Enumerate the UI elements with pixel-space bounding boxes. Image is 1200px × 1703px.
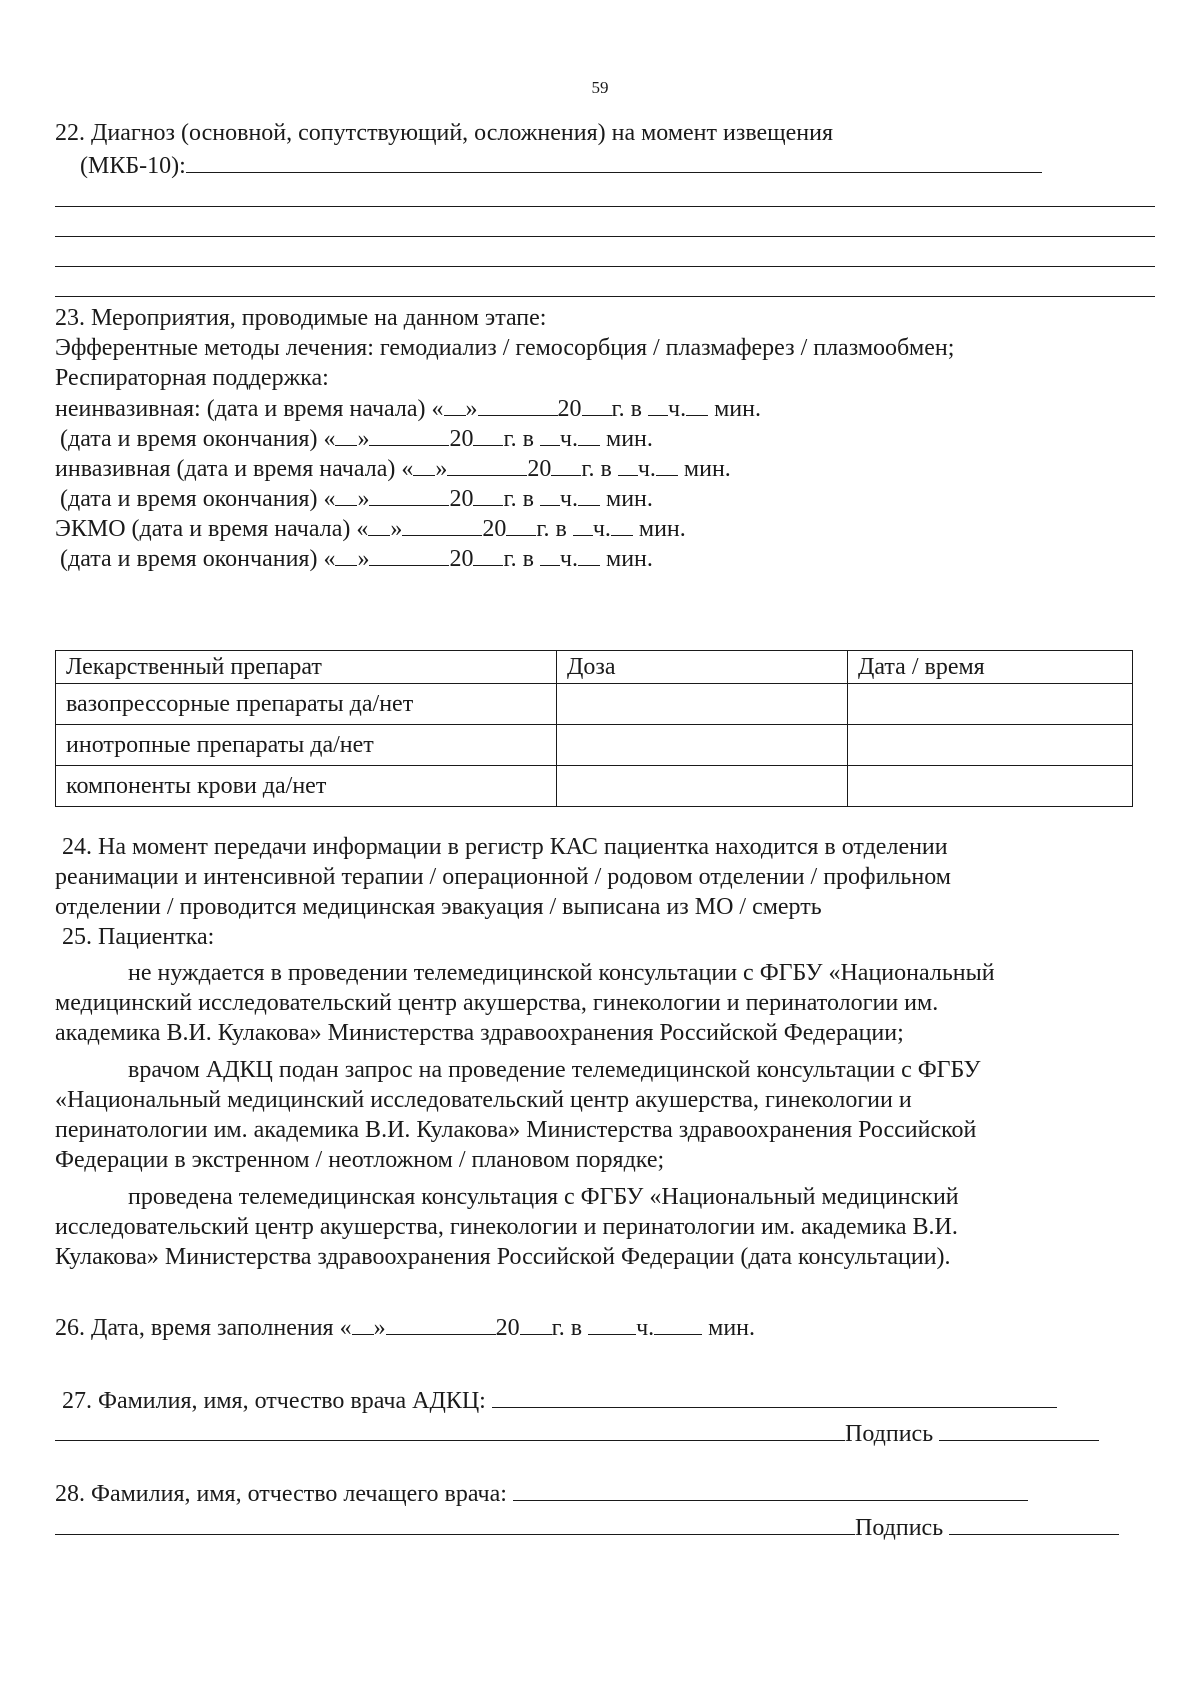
attending-signature-field[interactable] <box>949 1512 1119 1535</box>
s25-p1-line: академика В.И. Кулакова» Министерства здравоохранения Российской Федерации; <box>55 1020 904 1046</box>
minute-field[interactable] <box>578 423 600 446</box>
ecmo-end: (дата и время окончания) « » 20 г. в ч. мин. <box>60 543 653 574</box>
s25-p2-line: перинатологии им. академика В.И. Кулакова» Министерства здравоохранения Российской <box>55 1117 977 1143</box>
day-field[interactable] <box>444 393 466 416</box>
month-field[interactable] <box>369 483 449 506</box>
table-row <box>56 684 1133 725</box>
s28-row <box>55 1478 1028 1509</box>
s27-row <box>62 1385 1057 1416</box>
dose-cell[interactable] <box>557 725 848 766</box>
s27-sign-row <box>55 1418 1099 1449</box>
s25-p2-line: Федерации в экстренном / неотложном / плановом порядке; <box>55 1147 665 1173</box>
year-field[interactable] <box>506 513 536 536</box>
s25-p3-line: Кулакова» Министерства здравоохранения Российской Федерации (дата консультации). <box>55 1244 951 1270</box>
invasive-start: инвазивная (дата и время начала) « » 20 г. в ч. мин. <box>55 453 731 484</box>
table-header-row <box>56 651 1133 684</box>
s25-title: 25. Пациентка: <box>62 924 215 950</box>
day-field[interactable] <box>352 1312 374 1335</box>
adkc-doctor-name-field[interactable] <box>492 1385 1057 1408</box>
s23-efferent: Эфферентные методы лечения: гемодиализ / гемосорбция / плазмаферез / плазмообмен; <box>55 335 955 361</box>
page-number: 59 <box>591 78 609 97</box>
hour-field[interactable] <box>618 453 638 476</box>
fill-date-time: 26. Дата, время заполнения « » 20 г. в ч. мин. <box>55 1312 755 1343</box>
hour-field[interactable] <box>540 543 560 566</box>
header-datetime: Дата / время <box>848 651 1133 684</box>
day-field[interactable] <box>335 543 357 566</box>
month-field[interactable] <box>369 423 449 446</box>
s22-mkb-label: (МКБ-10): <box>80 153 186 179</box>
hour-field[interactable] <box>573 513 593 536</box>
s25-p2-line: врачом АДКЦ подан запрос на проведение телемедицинской консультации с ФГБУ <box>128 1057 981 1083</box>
attending-doctor-name-field-2[interactable] <box>55 1512 855 1535</box>
datetime-cell[interactable] <box>848 725 1133 766</box>
hour-field[interactable] <box>588 1312 636 1335</box>
drug-cell: инотропные препараты да/нет <box>56 725 557 766</box>
diagnosis-line[interactable] <box>55 236 1155 237</box>
table-row <box>56 766 1133 807</box>
day-field[interactable] <box>335 483 357 506</box>
s28-label: 28. Фамилия, имя, отчество лечащего врача: <box>55 1481 507 1507</box>
hour-field[interactable] <box>648 393 668 416</box>
ecmo-start: ЭКМО (дата и время начала) « » 20 г. в ч. мин. <box>55 513 686 544</box>
minute-field[interactable] <box>611 513 633 536</box>
minute-field[interactable] <box>656 453 678 476</box>
medications-table <box>55 650 1133 807</box>
header-drug: Лекарственный препарат <box>56 651 557 684</box>
day-field[interactable] <box>413 453 435 476</box>
s23-resp: Респираторная поддержка: <box>55 365 329 391</box>
s24-line1: 24. На момент передачи информации в регистр КАС пациентка находится в отделении <box>62 834 948 860</box>
s28-sign-label: Подпись <box>855 1515 944 1541</box>
drug-cell: вазопрессорные препараты да/нет <box>56 684 557 725</box>
year-field[interactable] <box>473 423 503 446</box>
month-field[interactable] <box>386 1312 496 1335</box>
month-field[interactable] <box>478 393 558 416</box>
s22-line1: 22. Диагноз (основной, сопутствующий, осложнения) на момент извещения <box>55 120 834 146</box>
year-field[interactable] <box>582 393 612 416</box>
hour-field[interactable] <box>540 423 560 446</box>
s27-label: 27. Фамилия, имя, отчество врача АДКЦ: <box>62 1388 486 1414</box>
day-field[interactable] <box>368 513 390 536</box>
year-field[interactable] <box>473 543 503 566</box>
invasive-end: (дата и время окончания) « » 20 г. в ч. мин. <box>60 483 653 514</box>
minute-field[interactable] <box>686 393 708 416</box>
header-dose: Доза <box>557 651 848 684</box>
diagnosis-field[interactable] <box>186 150 1042 173</box>
hour-field[interactable] <box>540 483 560 506</box>
noninvasive-end: (дата и время окончания) « » 20 г. в ч. мин. <box>60 423 653 454</box>
dose-cell[interactable] <box>557 684 848 725</box>
s25-p3-line: исследовательский центр акушерства, гинекологии и перинатологии им. академика В.И. <box>55 1214 958 1240</box>
s25-p3-line: проведена телемедицинская консультация с ФГБУ «Национальный медицинский <box>128 1184 959 1210</box>
s28-sign-row <box>55 1512 1119 1543</box>
month-field[interactable] <box>402 513 482 536</box>
year-field[interactable] <box>551 453 581 476</box>
dose-cell[interactable] <box>557 766 848 807</box>
adkc-signature-field[interactable] <box>939 1418 1099 1441</box>
s25-p1-line: не нуждается в проведении телемедицинской консультации с ФГБУ «Национальный <box>128 960 995 986</box>
month-field[interactable] <box>447 453 527 476</box>
adkc-doctor-name-field-2[interactable] <box>55 1418 845 1441</box>
month-field[interactable] <box>369 543 449 566</box>
s22-line2 <box>80 150 1042 181</box>
noninvasive-start: неинвазивная: (дата и время начала) « » 20 г. в ч. мин. <box>55 393 761 424</box>
drug-cell: компоненты крови да/нет <box>56 766 557 807</box>
s24-line3: отделении / проводится медицинская эвакуация / выписана из МО / смерть <box>55 894 822 920</box>
s27-sign-label: Подпись <box>845 1421 934 1447</box>
day-field[interactable] <box>335 423 357 446</box>
attending-doctor-name-field[interactable] <box>513 1478 1028 1501</box>
year-field[interactable] <box>520 1312 552 1335</box>
s23-title: 23. Мероприятия, проводимые на данном этапе: <box>55 305 547 331</box>
year-field[interactable] <box>473 483 503 506</box>
diagnosis-line[interactable] <box>55 296 1155 297</box>
diagnosis-line[interactable] <box>55 206 1155 207</box>
minute-field[interactable] <box>578 543 600 566</box>
table-row <box>56 725 1133 766</box>
s25-p1-line: медицинский исследовательский центр акушерства, гинекологии и перинатологии им. <box>55 990 939 1016</box>
diagnosis-line[interactable] <box>55 266 1155 267</box>
s25-p2-line: «Национальный медицинский исследовательский центр акушерства, гинекологии и <box>55 1087 912 1113</box>
minute-field[interactable] <box>654 1312 702 1335</box>
datetime-cell[interactable] <box>848 766 1133 807</box>
datetime-cell[interactable] <box>848 684 1133 725</box>
s24-line2: реанимации и интенсивной терапии / операционной / родовом отделении / профильном <box>55 864 951 890</box>
minute-field[interactable] <box>578 483 600 506</box>
